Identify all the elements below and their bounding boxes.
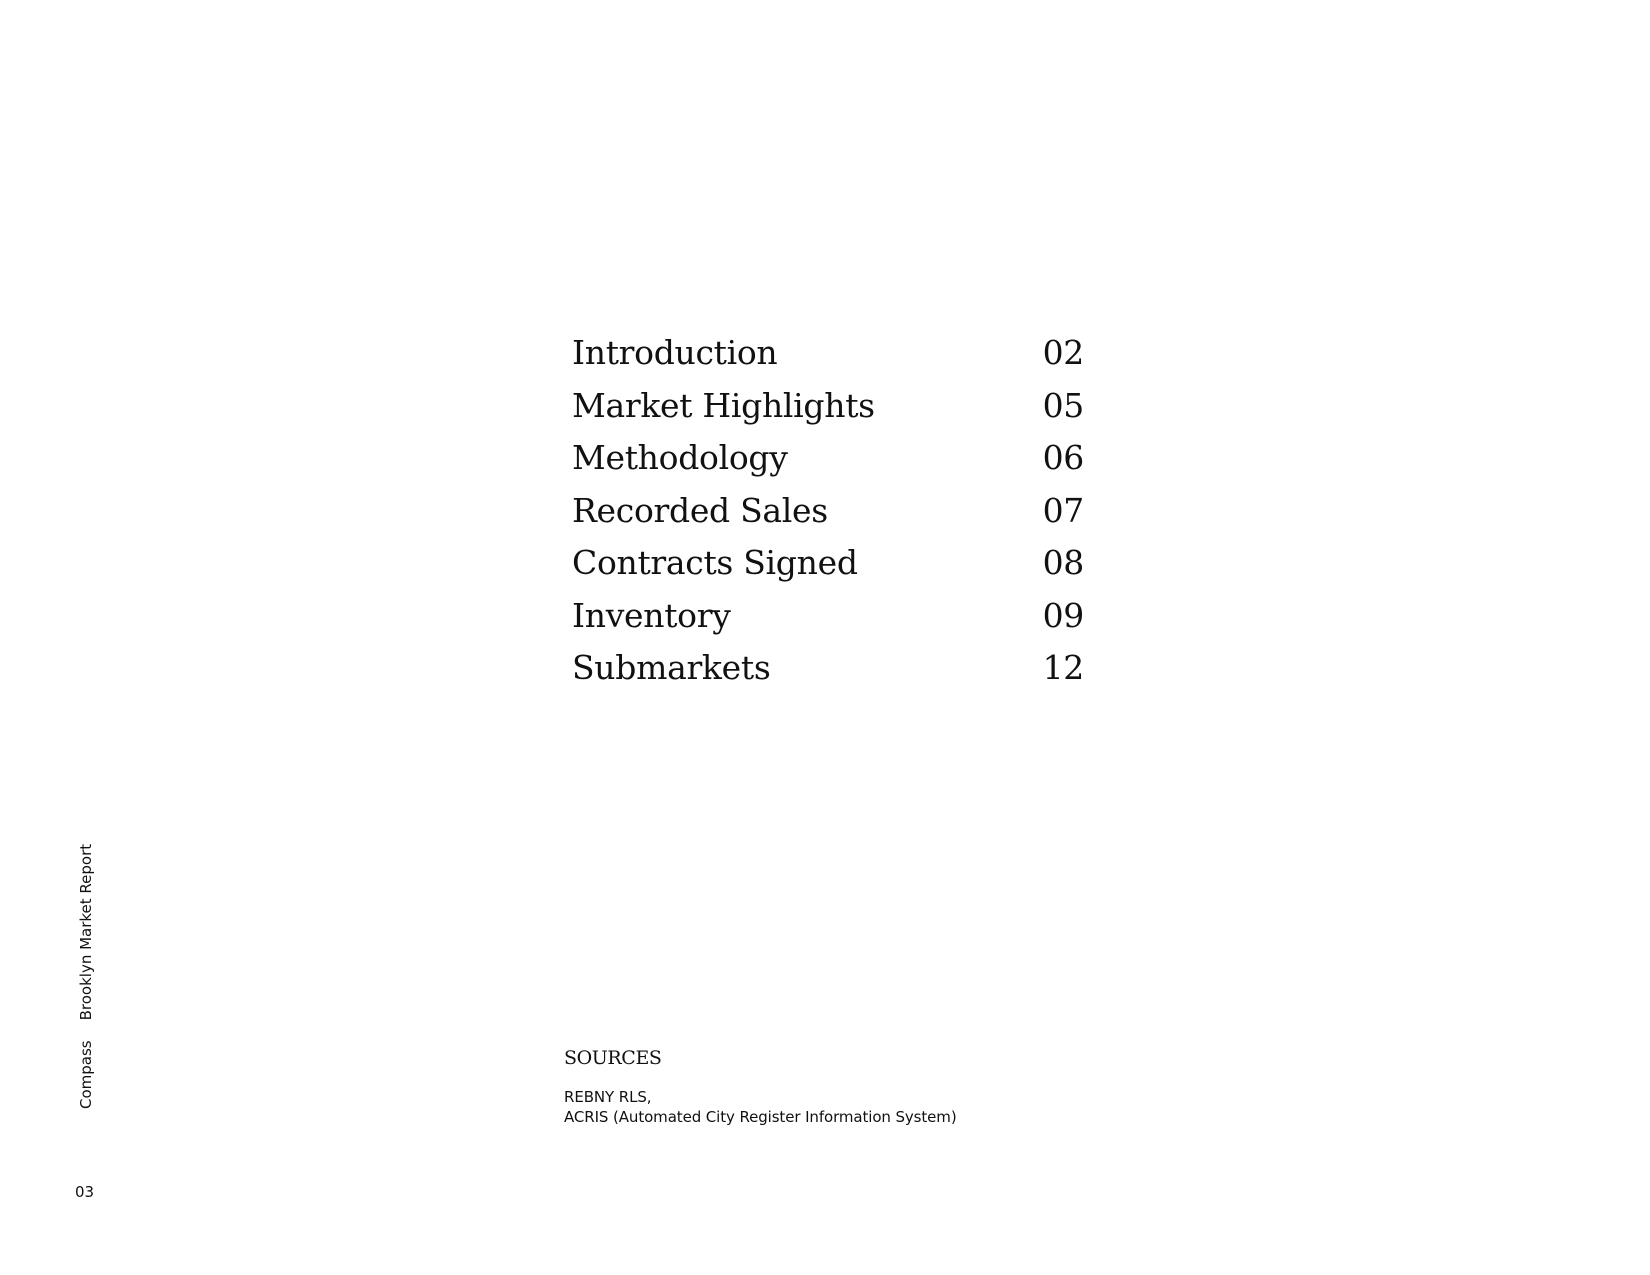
toc-item-page: 12 bbox=[1042, 648, 1084, 687]
toc-item-label: Inventory bbox=[572, 595, 731, 635]
toc-item-page: 06 bbox=[1042, 438, 1084, 477]
toc-item-page: 07 bbox=[1042, 490, 1084, 530]
toc-item-page: 08 bbox=[1042, 543, 1084, 582]
toc-item-label: Submarkets bbox=[572, 648, 771, 687]
sources-heading: SOURCES bbox=[564, 1047, 662, 1069]
sources-section bbox=[564, 1047, 1084, 1127]
toc-item-market-highlights[interactable] bbox=[572, 386, 1084, 439]
toc-item-introduction[interactable] bbox=[572, 333, 1084, 386]
toc-item-label: Contracts Signed bbox=[572, 543, 858, 582]
toc-item-label: Introduction bbox=[572, 333, 778, 372]
report-title: Brooklyn Market Report bbox=[77, 843, 95, 1021]
toc-item-label: Methodology bbox=[572, 438, 788, 477]
toc-item-contracts-signed[interactable] bbox=[572, 543, 1084, 596]
toc-item-submarkets[interactable] bbox=[572, 648, 1084, 701]
toc-item-recorded-sales[interactable] bbox=[572, 491, 1084, 544]
toc-item-page: 02 bbox=[1042, 333, 1084, 372]
toc-item-methodology[interactable] bbox=[572, 438, 1084, 491]
source-line: REBNY RLS, bbox=[564, 1088, 652, 1106]
table-of-contents bbox=[572, 333, 1084, 701]
toc-item-inventory[interactable] bbox=[572, 596, 1084, 649]
source-line: ACRIS (Automated City Register Information System) bbox=[564, 1108, 957, 1126]
toc-item-page: 09 bbox=[1042, 595, 1084, 635]
toc-item-label: Recorded Sales bbox=[572, 490, 828, 530]
sidebar-running-title bbox=[76, 844, 96, 1109]
page-number: 03 bbox=[75, 1183, 95, 1201]
brand-name: Compass bbox=[77, 1040, 95, 1109]
toc-item-page: 05 bbox=[1042, 385, 1084, 425]
toc-item-label: Market Highlights bbox=[572, 385, 875, 425]
